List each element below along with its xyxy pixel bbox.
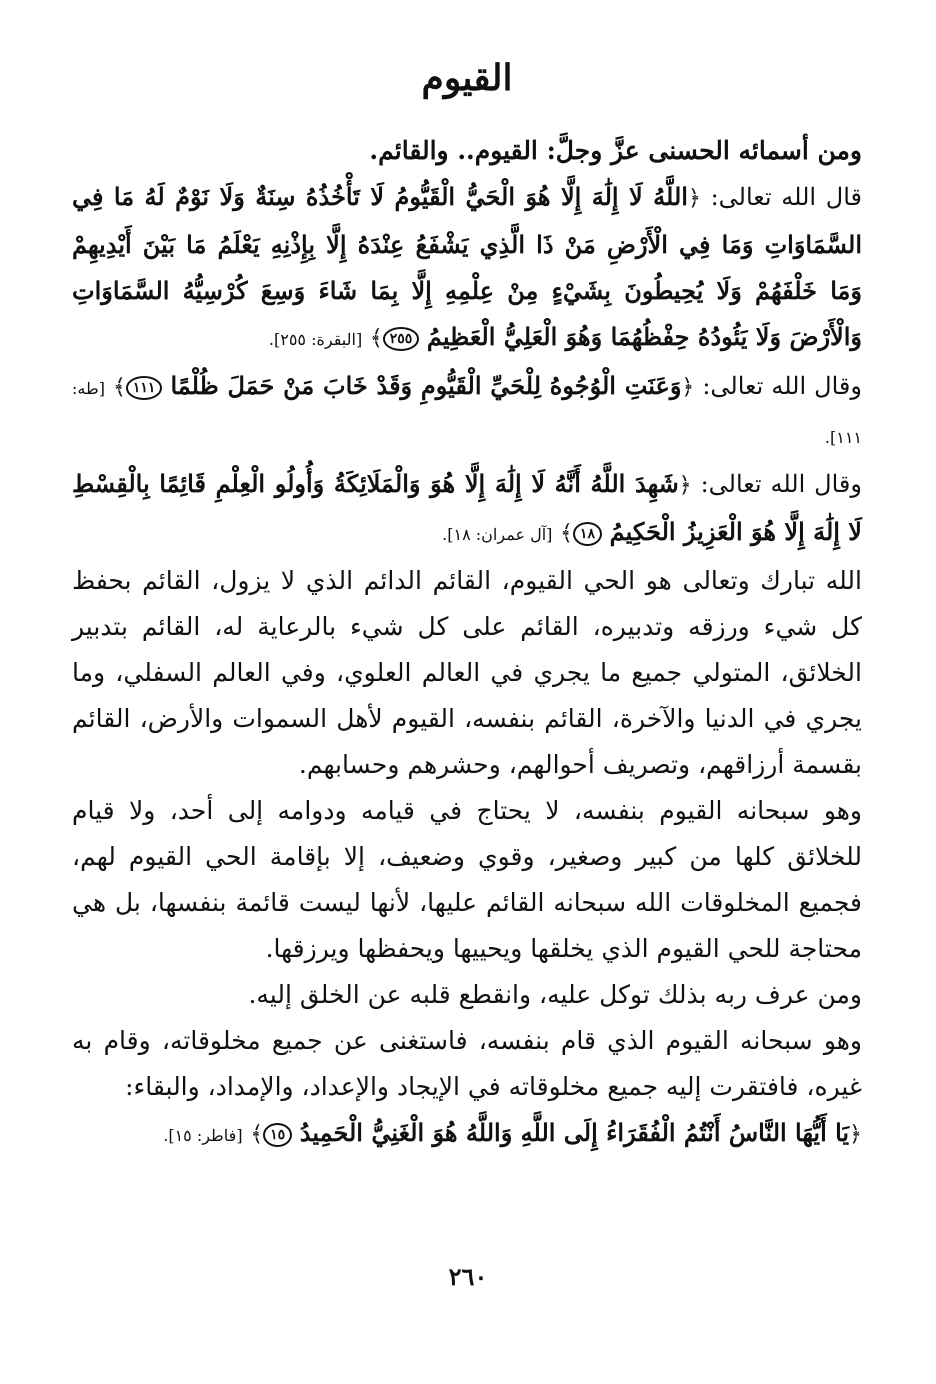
- verse-reference: [آل عمران: ١٨].: [442, 525, 553, 544]
- body-paragraph: وهو سبحانه القيوم الذي قام بنفسه، فاستغنى عن جميع مخلوقاته، وقام به غيره، فافتقرت إليه جميع مخلوقاته في الإيجاد والإعداد، والإمداد، والبقاء:: [72, 1026, 862, 1101]
- verse-number: ٢٥٥: [383, 327, 420, 351]
- body-paragraph: ومن عرف ربه بذلك توكل عليه، وانقطع قلبه عن الخلق إليه.: [248, 980, 862, 1009]
- verse-number: ١٨: [573, 522, 602, 546]
- verse-lead: وقال الله تعالى:: [700, 470, 862, 498]
- verse-open-bracket: ﴿: [681, 375, 695, 400]
- verse-reference: [فاطر: ١٥].: [163, 1126, 243, 1145]
- verse-open-bracket: ﴿: [678, 473, 692, 498]
- verse-number: ١٥: [263, 1123, 292, 1147]
- page-body: [72, 48, 862, 1159]
- verse-block: [72, 461, 862, 558]
- verse-text: وَعَنَتِ الْوُجُوهُ لِلْحَيِّ الْقَيُّومِ وَقَدْ خَابَ مَنْ حَمَلَ ظُلْمًا: [170, 371, 682, 400]
- page-title: القيوم: [421, 57, 513, 99]
- verse-lead: وقال الله تعالى:: [702, 372, 862, 400]
- final-verse-block: [72, 1110, 862, 1159]
- verse-open-bracket: ﴿: [687, 186, 701, 211]
- verse-reference: [طه: ١١١].: [72, 379, 862, 447]
- body-paragraph: الله تبارك وتعالى هو الحي القيوم، القائم الدائم الذي لا يزول، القائم بحفظ كل شيء ورزقه وتدبيره، القائم على كل شيء بالرعاية له، القائم بتدبير الخلائق، المتولي جميع ما يجري في العالم العلوي، وفي العالم السفلي، وما يجري في الدنيا والآخرة، القائم بنفسه، القيوم لأهل السموات والأرض، القائم بقسمة أرزاقهم، وتصريف أحوالهم، وحشرهم وحسابهم.: [72, 566, 862, 779]
- verse-block: [72, 174, 862, 363]
- verse-text: شَهِدَ اللَّهُ أَنَّهُ لَا إِلَٰهَ إِلَّا هُوَ وَالْمَلَائِكَةُ وَأُولُو الْعِلْمِ قَائِمًا بِالْقِسْطِ لَا إِلَٰهَ إِلَّا هُوَ الْعَزِيزُ الْحَكِيمُ: [72, 469, 862, 546]
- verse-lead: قال الله تعالى:: [710, 183, 862, 211]
- body-paragraph: وهو سبحانه القيوم بنفسه، لا يحتاج في قيامه ودوامه إلى أحد، ولا قيام للخلائق كلها من كبير وصغير، وقوي وضعيف، إلا بإقامة الحي القيوم لهم، فجميع المخلوقات الله سبحانه القائم عليها، لأنها ليست قائمة بنفسها، بل هي محتاجة للحي القيوم الذي يخلقها ويحييها ويحفظها ويرزقها.: [72, 796, 862, 963]
- verse-close-bracket: ﴾: [250, 1122, 264, 1147]
- verse-text: يَا أَيُّهَا النَّاسُ أَنْتُمُ الْفُقَرَاءُ إِلَى اللَّهِ وَاللَّهُ هُوَ الْغَنِيُّ الْحَمِيدُ: [299, 1118, 850, 1147]
- verse-close-bracket: ﴾: [369, 326, 383, 351]
- verse-reference: [البقرة: ٢٥٥].: [268, 330, 363, 349]
- verse-number: ١١١: [126, 376, 163, 400]
- verse-close-bracket: ﴾: [560, 521, 573, 546]
- page-number: ٢٦٠: [448, 1262, 488, 1291]
- verse-text: اللَّهُ لَا إِلَٰهَ إِلَّا هُوَ الْحَيُّ الْقَيُّومُ لَا تَأْخُذُهُ سِنَةٌ وَلَا نَوْمٌ لَهُ مَا فِي السَّمَاوَاتِ وَمَا فِي الْأَرْضِ مَنْ ذَا الَّذِي يَشْفَعُ عِنْدَهُ إِلَّا بِإِذْنِهِ يَعْلَمُ مَا بَيْنَ أَيْدِيهِمْ وَمَا خَلْفَهُمْ وَلَا يُحِيطُونَ بِشَيْءٍ مِنْ عِلْمِهِ إِلَّا بِمَا شَاءَ وَسِعَ كُرْسِيُّهُ السَّمَاوَاتِ وَالْأَرْضَ وَلَا يَئُودُهُ حِفْظُهُمَا وَهُوَ الْعَلِيُّ الْعَظِيمُ: [72, 182, 862, 351]
- verse-block: [72, 363, 862, 461]
- verse-close-bracket: ﴾: [112, 375, 126, 400]
- verse-open-bracket: ﴿: [849, 1122, 862, 1147]
- intro-paragraph: ومن أسمائه الحسنى عزَّ وجلَّ: القيوم.. والقائم.: [369, 136, 862, 165]
